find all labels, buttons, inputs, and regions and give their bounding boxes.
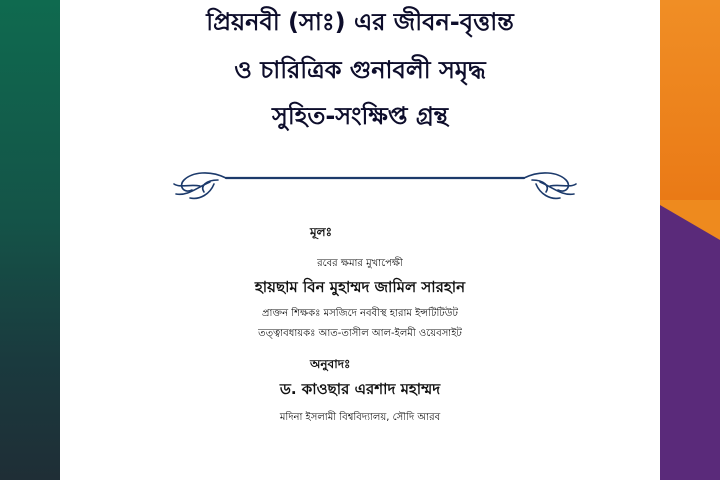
right-band-orange bbox=[660, 0, 720, 200]
translator-affiliation: মদিনা ইসলামী বিশ্ববিদ্যালয়, সৌদি আরব bbox=[279, 412, 441, 423]
book-title-line-3: সুহিত-সংক্ষিপ্ত গ্রন্থ bbox=[271, 102, 449, 130]
author-epithet: রবের ক্ষমার মুখাপেক্ষী bbox=[317, 258, 403, 269]
ornamental-divider-icon bbox=[170, 166, 580, 206]
book-cover-page bbox=[60, 0, 660, 480]
original-author-label: মূলঃ bbox=[310, 225, 333, 239]
book-title-line-2: ও চারিত্রিক গুনাবলী সমৃদ্ধ bbox=[234, 56, 486, 84]
book-title-line-1: প্রিয়নবী (সাঃ) এর জীবন-বৃত্তান্ত bbox=[206, 8, 514, 36]
translator-label: অনুবাদঃ bbox=[310, 357, 351, 371]
author-affiliation-1: প্রাক্তন শিক্ষকঃ মসজিদে নববীস্থ হারাম ইন্সটিটিউট bbox=[262, 308, 458, 319]
author-name: হায়ছাম বিন মুহাম্মদ জামিল সারহান bbox=[254, 278, 466, 296]
left-color-band bbox=[0, 0, 60, 480]
translator-name: ড. কাওছার এরশাদ মহাম্মদ bbox=[279, 380, 441, 398]
author-affiliation-2: তত্ত্বাবধায়কঃ আত-তাসীল আল-ইলমী ওয়েবসাইট bbox=[258, 328, 462, 339]
right-color-band bbox=[660, 0, 720, 480]
